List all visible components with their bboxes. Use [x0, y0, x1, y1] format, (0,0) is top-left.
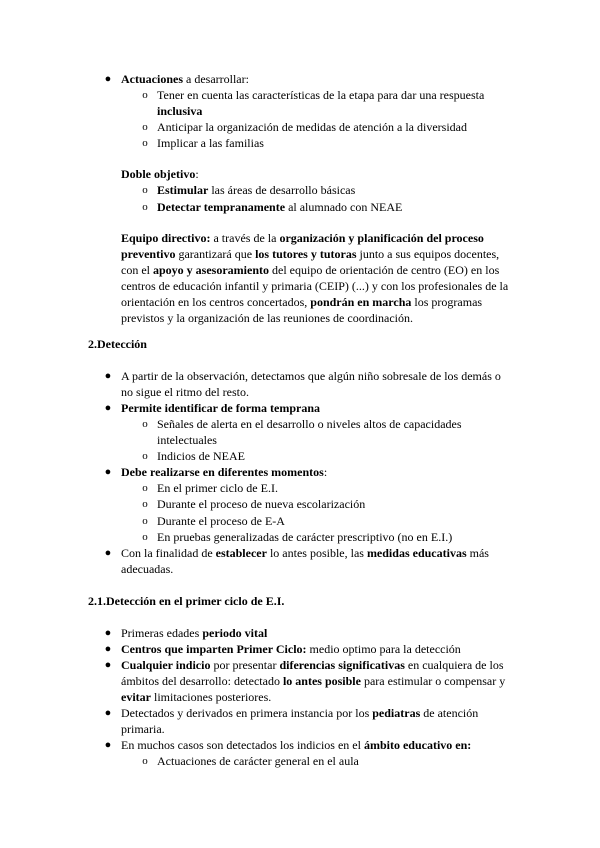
circle-bullet-icon: o	[142, 89, 148, 101]
bullet-icon: ●	[104, 643, 112, 655]
bullet-icon: ●	[104, 73, 112, 85]
bullet-icon: ●	[104, 659, 112, 671]
bullet-icon: ●	[104, 627, 112, 639]
circle-bullet-icon: o	[142, 531, 148, 543]
circle-bullet-icon: o	[142, 418, 148, 430]
bullet-icon: ●	[104, 739, 112, 751]
circle-bullet-icon: o	[142, 450, 148, 462]
bullet-icon: ●	[104, 547, 112, 559]
circle-bullet-icon: o	[142, 201, 148, 213]
circle-bullet-icon: o	[142, 755, 148, 767]
circle-bullet-icon: o	[142, 498, 148, 510]
circle-bullet-icon: o	[142, 121, 148, 133]
bullet-icon: ●	[104, 402, 112, 414]
circle-bullet-icon: o	[142, 137, 148, 149]
circle-bullet-icon: o	[142, 482, 148, 494]
document-page: ● Actuaciones a desarrollar: o Tener en cuenta las características de la etapa para dar una respuesta inclusiva o Anticipar la organización de medidas de atención a la diversidad o Implicar a las familias Doble objetivo: o Estimular las áreas de desarrollo básicas o Detectar tempranamente al alumnado con NEAE Equipo directivo: a través de la organización y planificación del proceso preventivo garantizará que los tutores y tutoras junto a sus equipos docentes, con el apoyo y asesoramiento del equipo de orientación de centro (EO) en los centros de educación infantil y primaria (CEIP) (...) y con los profesionales de la orientación en los centros concertados, pondrán en marcha los programas previstos y la organización de las reuniones de coordinación. 2.Detección ● A partir de la observación, detectamos que algún niño sobresale de los demás o no sigue el ritmo del resto. ● Permite identificar de forma temprana o Señales de alerta en el desarrollo o niveles altos de capacidades intelectuales o Indicios de NEAE ● Debe realizarse en diferentes momentos: o En el primer ciclo de E.I. o Durante el proceso de nueva escolarización o Durante el proceso de E-A o En pruebas generalizadas de carácter prescriptivo (no en E.I.) ● Con la finalidad de establecer lo antes posible, las medidas educativas más adecuadas. 2.1.Detección en el primer ciclo de E.I. ● Primeras edades periodo vital ● Centros que imparten Primer Ciclo: medio optimo para la detección ● Cualquier indicio por presentar diferencias significativas en cualquiera de los ámbitos del desarrollo: detectado lo antes posible para estimular o compensar y evitar limitaciones posteriores. ● Detectados y derivados en primera instancia por los pediatras de atención primaria. ● En muchos casos son detectados los indicios en el ámbito educativo en: o Actuaciones de carácter general en el aula	[88, 72, 509, 768]
bullet-icon: ●	[104, 370, 112, 382]
circle-bullet-icon: o	[142, 515, 148, 527]
bullet-icon: ●	[104, 466, 112, 478]
bullet-icon: ●	[104, 707, 112, 719]
circle-bullet-icon: o	[142, 184, 148, 196]
